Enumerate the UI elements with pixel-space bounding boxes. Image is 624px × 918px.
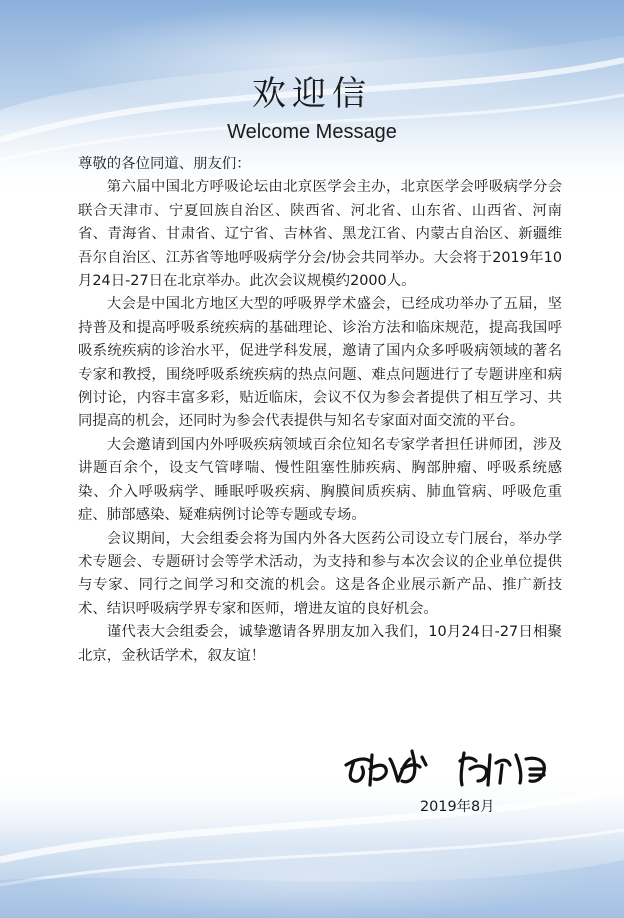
- paragraph-5: 谨代表大会组委会，诚挚邀请各界朋友加入我们，10月24日-27日相聚北京，金秋话学术，叙友谊！: [78, 624, 562, 664]
- page-subtitle: Welcome Message: [227, 121, 397, 143]
- letter-body: [78, 153, 562, 668]
- paragraph-2: 大会是中国北方地区大型的呼吸界学术盛会，已经成功举办了五届，坚持普及和提高呼吸系统疾病的基础理论、诊治方法和临床规范，提高我国呼吸系统疾病的诊治水平，促进学科发展，邀请了国内众多呼吸病领域的著名专家和教授，围绕呼吸系统疾病的热点问题、难点问题进行了专题讲座和病例讨论，内容丰富多彩，贴近临床，会议不仅为参会者提供了相互学习、共同提高的机会，还同时为参会代表提供与知名专家面对面交流的平台。: [78, 296, 562, 430]
- paragraph-1: 第六届中国北方呼吸论坛由北京医学会主办，北京医学会呼吸病学分会联合天津市、宁夏回族自治区、陕西省、河北省、山东省、山西省、河南省、青海省、甘肃省、辽宁省、吉林省、黑龙江省、内蒙古自治区、新疆维吾尔自治区、江苏省等地呼吸病学分会/协会共同举办。大会将于2019年10月24日-27日在北京举办。此次会议规模约2000人。: [78, 179, 562, 290]
- page-title: 欢迎信: [252, 74, 372, 114]
- salutation: 尊敬的各位同道、朋友们：: [78, 156, 251, 172]
- paragraph-3: 大会邀请到国内外呼吸疾病领域百余位知名专家学者担任讲师团，涉及讲题百余个，设支气管哮喘、慢性阻塞性肺疾病、胸部肿瘤、呼吸系统感染、介入呼吸病学、睡眠呼吸疾病、胸膜间质疾病、肺血管病、呼吸危重症、肺部感染、疑难病例讨论等专题或专场。: [78, 436, 562, 524]
- paragraph-4: 会议期间，大会组委会将为国内外各大医药公司设立专门展台，举办学术专题会、专题研讨会等学术活动，为支持和参与本次会议的企业单位提供与专家、同行之间学习和交流的机会。这是各企业展示新产品、推广新技术、结识呼吸病学界专家和医师，增进友谊的良好机会。: [78, 530, 562, 617]
- signature: [340, 735, 570, 795]
- letter-date: 2019年8月: [420, 799, 495, 815]
